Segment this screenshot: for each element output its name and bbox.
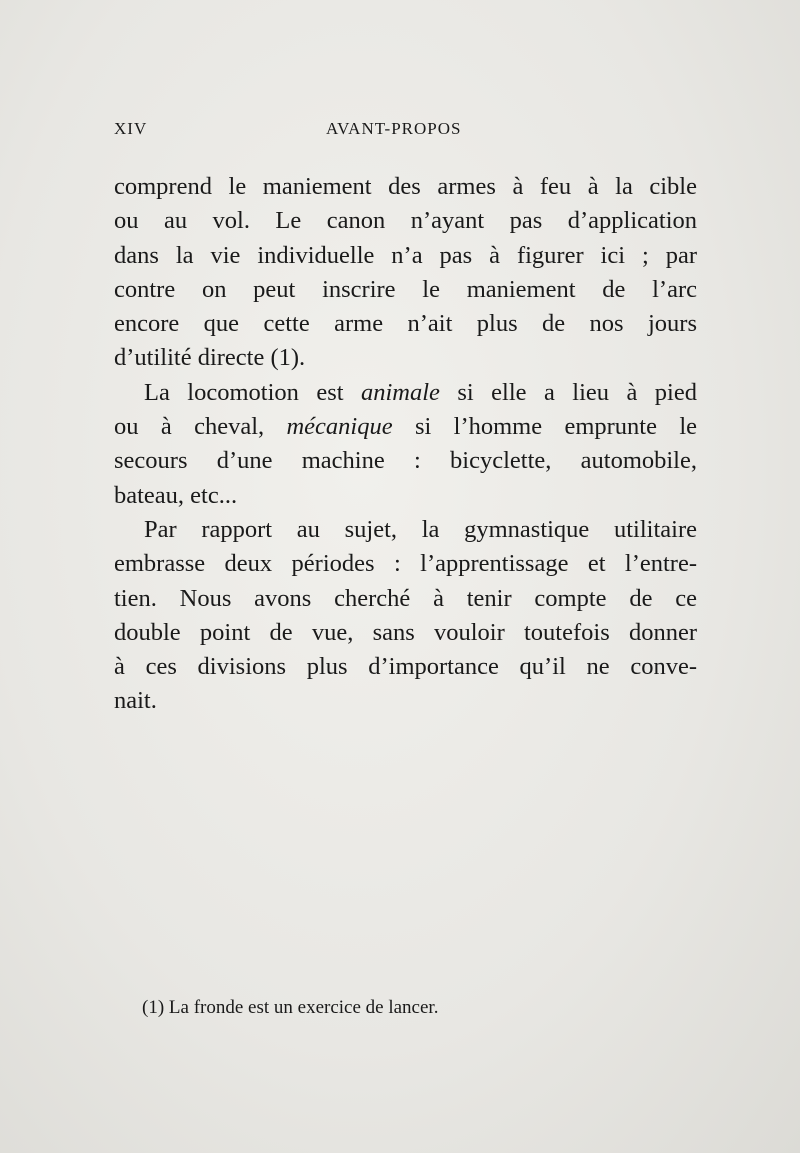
text-line: nait. [114,687,157,715]
text-line: double point de vue, sans vouloir toutefois donner [114,618,697,646]
body-text [114,170,697,719]
text-line: contre on peut inscrire le maniement de l’arc [114,275,697,303]
page-number: XIV [114,119,148,138]
text-run: si l’homme emprunte le [392,413,697,441]
text-line [114,376,697,410]
text-line: tien. Nous avons cherché à tenir compte de ce [114,584,697,612]
text-run: ou à cheval, [114,413,287,441]
text-run: La locomotion est [144,378,361,406]
text-line: à ces divisions plus d’importance qu’il ne conve- [114,653,697,681]
footnote: (1) La fronde est un exercice de lancer. [142,997,439,1018]
paragraph-3 [114,513,697,719]
text-line: d’utilité directe (1). [114,344,306,372]
text-line: comprend le maniement des armes à feu à la cible [114,173,697,200]
text-run: si elle a lieu à pied [439,378,697,406]
italic-term-mecanique: mécanique [286,413,393,441]
paragraph-1 [114,170,697,376]
paragraph-2 [114,376,697,513]
text-line: Par rapport au sujet, la gymnastique utilitaire [144,515,697,543]
text-line: dans la vie individuelle n’a pas à figurer ici ; par [114,241,697,269]
text-line: ou au vol. Le canon n’ayant pas d’application [114,207,697,235]
page-header [114,119,694,143]
italic-term-animale: animale [361,378,440,406]
text-line: secours d’une machine : bicyclette, automobile, [114,447,697,475]
text-line: encore que cette arme n’ait plus de nos jours [114,310,697,338]
text-line [114,410,697,444]
text-line: embrasse deux périodes : l’apprentissage et l’entre- [114,550,697,578]
running-title: AVANT-PROPOS [326,119,462,138]
text-line: bateau, etc... [114,481,238,509]
